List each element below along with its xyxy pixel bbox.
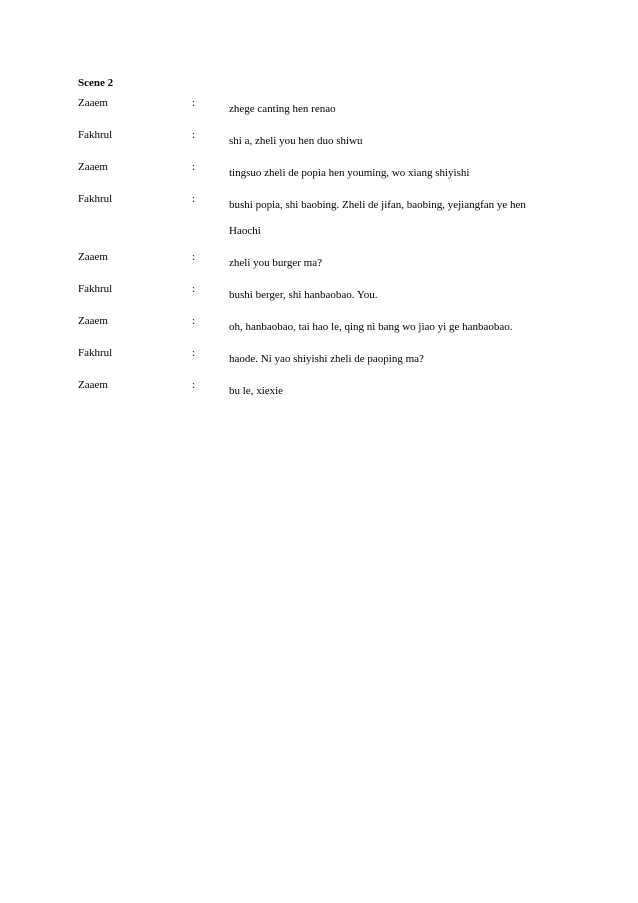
dialogue-text: bu le, xiexie: [229, 385, 284, 397]
scene-title: Scene 2: [78, 77, 114, 89]
dialogue-line: [78, 160, 578, 186]
speaker-name: Zaaem: [78, 161, 108, 173]
speaker-separator: :: [192, 379, 196, 391]
speaker-separator: :: [192, 283, 196, 295]
speaker-name: Zaaem: [78, 315, 108, 327]
speaker-name: Fakhrul: [78, 347, 113, 359]
speaker-separator: :: [192, 161, 196, 173]
speaker-name: Zaaem: [78, 251, 108, 263]
speaker-separator: :: [192, 129, 196, 141]
dialogue-text: zheli you burger ma?: [229, 257, 322, 269]
dialogue-text: bushi berger, shi hanbaobao. You.: [229, 289, 378, 301]
speaker-separator: :: [192, 347, 196, 359]
dialogue-line: [78, 250, 578, 276]
speaker-separator: :: [192, 315, 196, 327]
dialogue-line: [78, 282, 578, 308]
speaker-separator: :: [192, 97, 196, 109]
speaker-name: Fakhrul: [78, 193, 113, 205]
dialogue-line: [78, 96, 578, 122]
dialogue-line: [78, 346, 578, 372]
dialogue-text: haode. Ni yao shiyishi zheli de paoping ma?: [229, 353, 424, 365]
dialogue-text: tingsuo zheli de popia hen youming, wo xiang shiyishi: [229, 167, 470, 179]
dialogue-line: [78, 192, 578, 244]
dialogue-text: bushi popia, shi baobing. Zheli de jifan, baobing, yejiangfan ye hen Haochi: [229, 199, 526, 237]
dialogue-line: [78, 128, 578, 154]
dialogue-text: zhege canting hen renao: [229, 103, 336, 115]
dialogue-text: shi a, zheli you hen duo shiwu: [229, 135, 363, 147]
dialogue-line: [78, 378, 578, 404]
speaker-separator: :: [192, 193, 196, 205]
speaker-name: Fakhrul: [78, 283, 113, 295]
speaker-separator: :: [192, 251, 196, 263]
dialogue-line: [78, 314, 578, 340]
speaker-name: Zaaem: [78, 97, 108, 109]
dialogue-script: [78, 97, 578, 410]
speaker-name: Fakhrul: [78, 129, 113, 141]
speaker-name: Zaaem: [78, 379, 108, 391]
dialogue-text: oh, hanbaobao, tai hao le, qing ni bang wo jiao yi ge hanbaobao.: [229, 321, 513, 333]
